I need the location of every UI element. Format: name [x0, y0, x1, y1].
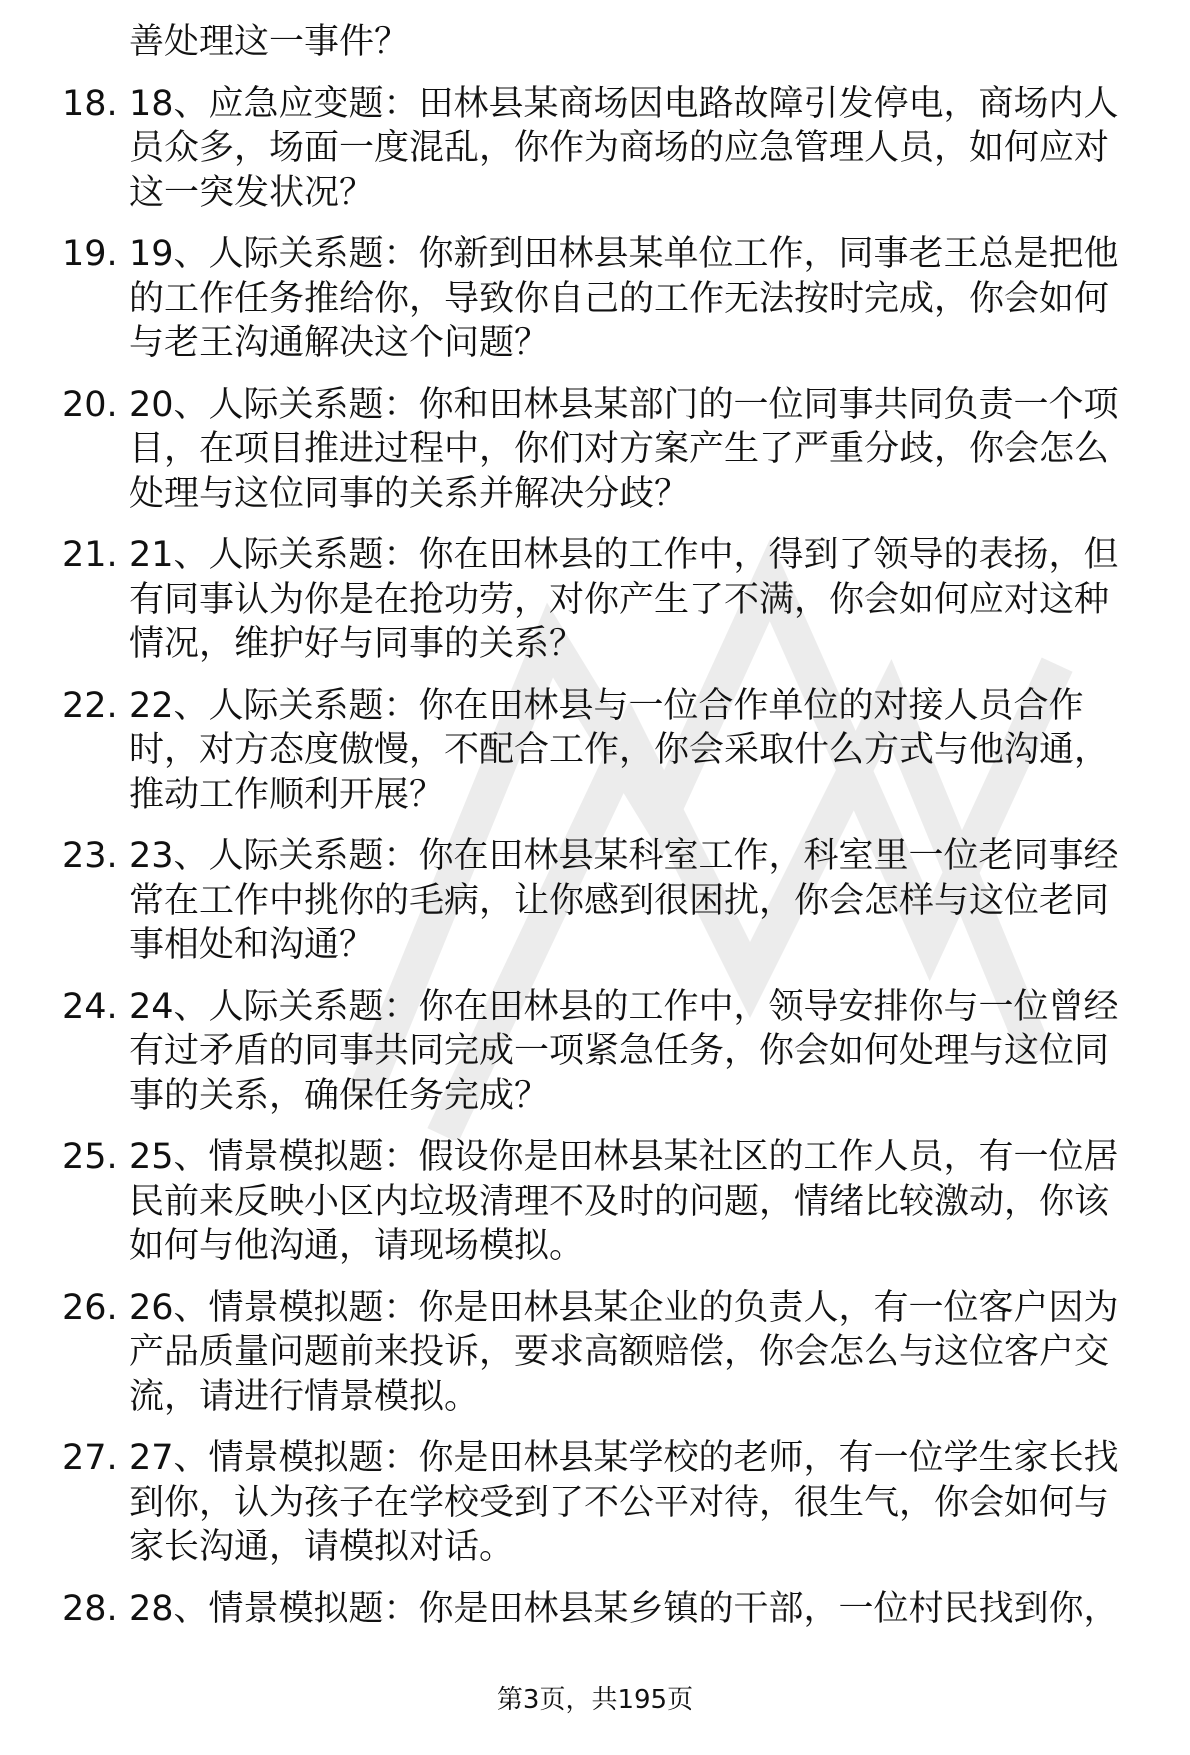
list-item — [62, 1436, 1152, 1570]
text-line: 时，对方态度傲慢，不配合工作，你会采取什么方式与他沟通， — [129, 730, 1110, 770]
item-text — [129, 82, 1152, 216]
text-line: 家长沟通，请模拟对话。 — [129, 1527, 515, 1567]
text-line: 与老王沟通解决这个问题？ — [129, 323, 550, 363]
text-line: 23、人际关系题：你在田林县某科室工作，科室里一位老同事经 — [129, 836, 1119, 876]
item-number: 20. — [62, 384, 118, 425]
text-line: 22、人际关系题：你在田林县与一位合作单位的对接人员合作 — [129, 685, 1084, 726]
item-number: 27. — [62, 1438, 118, 1478]
text-line: 26、情景模拟题：你是田林县某企业的负责人，有一位客户因为 — [129, 1287, 1119, 1328]
item-text — [129, 1587, 1152, 1632]
item-text — [129, 834, 1152, 968]
item-text — [129, 232, 1152, 366]
item-number: 22. — [62, 685, 118, 726]
item-text — [129, 985, 1152, 1119]
text-line: 27、情景模拟题：你是田林县某学校的老师，有一位学生家长找 — [129, 1438, 1119, 1478]
text-line: 常在工作中挑你的毛病，让你感到很困扰，你会怎样与这位老同 — [129, 880, 1110, 921]
list-item — [62, 383, 1152, 517]
text-line: 24、人际关系题：你在田林县的工作中，领导安排你与一位曾经 — [129, 986, 1119, 1027]
list-item — [62, 1587, 1152, 1632]
text-line: 情况，维护好与同事的关系？ — [129, 624, 585, 664]
list-item — [62, 232, 1152, 366]
item-number: 19. — [62, 234, 118, 274]
text-line: 的工作任务推给你，导致你自己的工作无法按时完成，你会如何 — [129, 278, 1110, 319]
continuation-text — [129, 20, 1152, 65]
text-line: 流，请进行情景模拟。 — [129, 1376, 480, 1417]
item-number: 24. — [62, 986, 118, 1027]
text-line: 有同事认为你是在抢功劳，对你产生了不满，你会如何应对这种 — [129, 579, 1110, 620]
list-item — [62, 834, 1152, 968]
text-line: 有过矛盾的同事共同完成一项紧急任务，你会如何处理与这位同 — [129, 1031, 1110, 1071]
text-line: 28、情景模拟题：你是田林县某乡镇的干部，一位村民找到你， — [129, 1588, 1119, 1629]
item-number: 26. — [62, 1287, 118, 1328]
text-line: 事的关系，确保任务完成？ — [129, 1075, 550, 1116]
text-line: 19、人际关系题：你新到田林县某单位工作，同事老王总是把他 — [129, 234, 1119, 274]
text-line: 18、应急应变题：田林县某商场因电路故障引发停电，商场内人 — [129, 83, 1119, 124]
list-item — [62, 533, 1152, 667]
text-line: 事相处和沟通？ — [129, 925, 375, 965]
question-list — [62, 20, 1152, 1631]
item-number: 21. — [62, 535, 118, 575]
item-text — [129, 383, 1152, 517]
text-line: 25、情景模拟题：假设你是田林县某社区的工作人员，有一位居 — [129, 1137, 1119, 1177]
item-text — [129, 533, 1152, 667]
item-text — [129, 1286, 1152, 1420]
list-item — [62, 684, 1152, 818]
text-line: 处理与这位同事的关系并解决分歧？ — [129, 473, 690, 514]
list-item — [62, 82, 1152, 216]
text-line: 目，在项目推进过程中，你们对方案产生了严重分歧，你会怎么 — [129, 429, 1110, 469]
list-item — [62, 985, 1152, 1119]
text-line: 员众多，场面一度混乱，你作为商场的应急管理人员，如何应对 — [129, 128, 1110, 168]
item-number: 25. — [62, 1137, 118, 1177]
text-line: 民前来反映小区内垃圾清理不及时的问题，情绪比较激动，你该 — [129, 1181, 1110, 1222]
text-line: 产品质量问题前来投诉，要求高额赔偿，你会怎么与这位客户交 — [129, 1332, 1110, 1372]
text-line: 善处理这一事件？ — [129, 22, 410, 62]
list-item — [62, 1135, 1152, 1269]
item-number: 23. — [62, 836, 118, 876]
text-line: 21、人际关系题：你在田林县的工作中，得到了领导的表扬，但 — [129, 535, 1119, 575]
page-footer: 第3页，共195页 — [496, 1685, 694, 1715]
text-line: 这一突发状况？ — [129, 172, 375, 213]
text-line: 如何与他沟通，请现场模拟。 — [129, 1226, 585, 1266]
item-number: 18. — [62, 83, 118, 124]
item-text — [129, 1436, 1152, 1570]
text-line: 推动工作顺利开展？ — [129, 774, 445, 815]
item-text — [129, 1135, 1152, 1269]
item-number: 28. — [62, 1588, 118, 1629]
item-text — [129, 684, 1152, 818]
list-item — [62, 1286, 1152, 1420]
text-line: 到你，认为孩子在学校受到了不公平对待，很生气，你会如何与 — [129, 1482, 1110, 1523]
text-line: 20、人际关系题：你和田林县某部门的一位同事共同负责一个项 — [129, 384, 1119, 425]
